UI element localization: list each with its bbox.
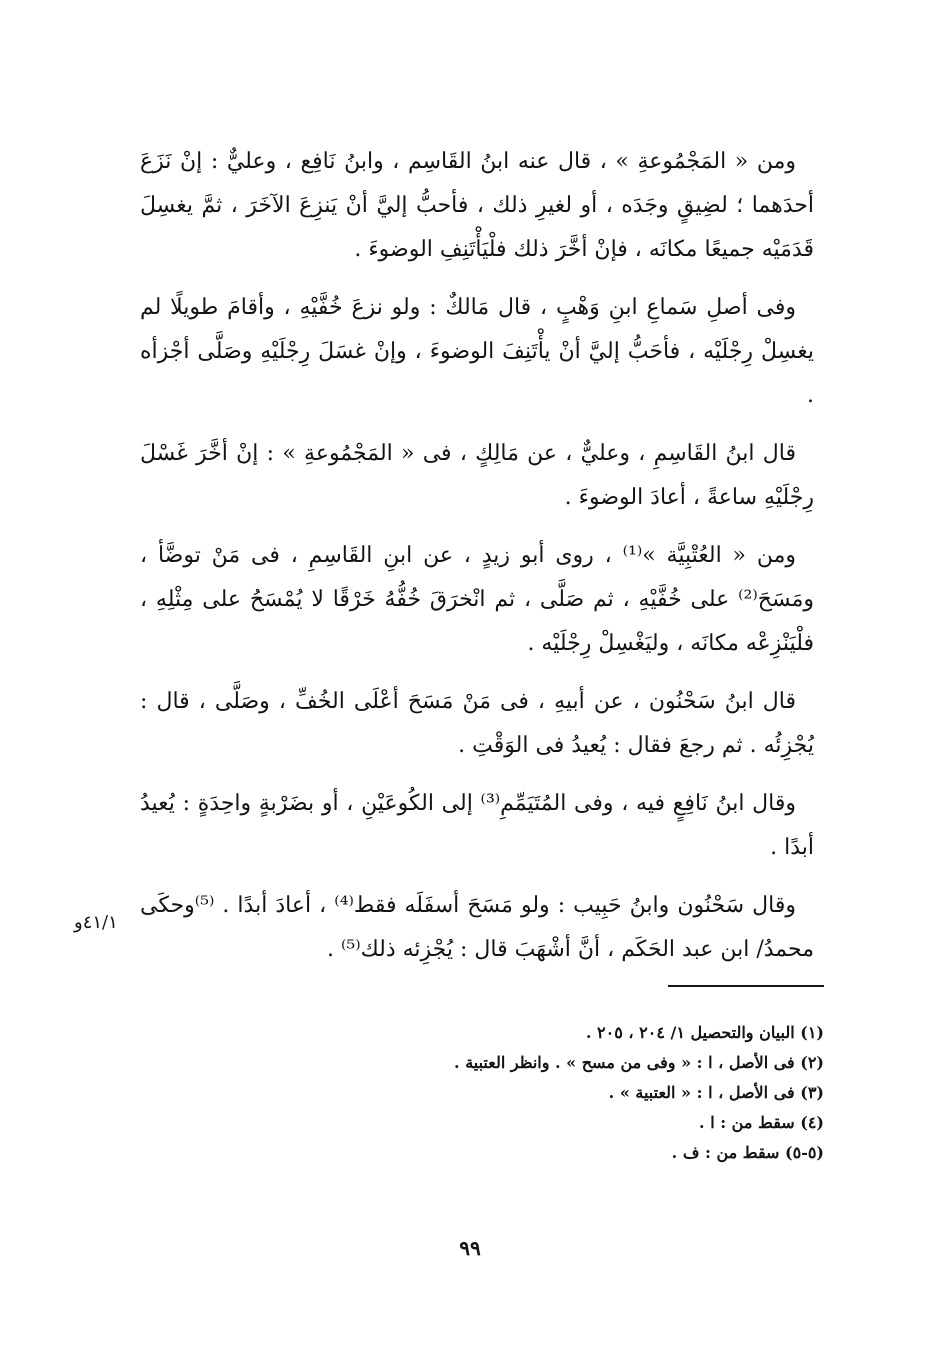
paragraph-5: قال ابنُ سَحْنُون ، عن أبيهِ ، فى مَنْ مَسَحَ أعْلَى الخُفِّ ، وصَلَّى ، قال : يُجْزِئُه . ثم رجعَ فقال : يُعيدُ فى الوَقْتِ . <box>140 689 814 758</box>
footnote-4: (٤) سقط من : ا . <box>699 1113 824 1132</box>
footnote-5: (٥-٥) سقط من : ف . <box>671 1143 824 1162</box>
paragraph-7: وقال سَحْنُون وابنُ حَبِيب : ولو مَسَحَ أسفَلَه فقط⁽⁴⁾ ، أعادَ أبدًا . ⁽⁵⁾وحكَى محمدُ/ ابن عبد الحَكَم ، أنَّ أشْهَبَ قال : يُجْزِئه ذلك⁽⁵⁾ . <box>140 893 814 962</box>
footnote-2: (٢) فى الأصل ، ا : « وفى من مسح » . وانظر العتبية . <box>454 1053 824 1072</box>
paragraph-4: ومن « العُتْبِيَّة »⁽¹⁾ ، روى أبو زيدٍ ، عن ابنِ القَاسِمِ ، فى مَنْ توضَّأ ، ومَسَحَ⁽²⁾ على خُفَّيْهِ ، ثم صَلَّى ، ثم انْخرَقَ خُفُّهُ خَرْقًا لا يُمْسَحُ على مِثْلِهِ ، فلْيَنْزِعْه مكانَه ، وليَغْسِلْ رِجْلَيْه . <box>140 543 814 656</box>
paragraph-6: وقال ابنُ نَافِعٍ فيه ، وفى المُتَيَمِّمِ⁽³⁾ إلى الكُوعَيْنِ ، أو بضَرْبةٍ واحِدَةٍ : يُعيدُ أبدًا . <box>140 791 814 860</box>
footnote-divider <box>668 985 824 987</box>
paragraph-3: قال ابنُ القَاسِمِ ، وعليٌّ ، عن مَالِكٍ ، فى « المَجْمُوعةِ » : إنْ أخَّرَ غَسْلَ رِجْلَيْهِ ساعةً ، أعادَ الوضوءَ . <box>140 441 814 510</box>
footnotes <box>380 1018 824 1168</box>
paragraph-2: وفى أصلِ سَماعِ ابنِ وَهْبٍ ، قال مَالكٌ : ولو نزعَ خُفَّيْهِ ، وأقامَ طويلًا لم يغسِلْ رِجْلَيْه ، فأحَبُّ إليَّ أنْ يأْتَنِفَ الوضوءَ ، وإنْ غسَلَ رِجْلَيْهِ وصَلَّى أجْزأه . <box>140 295 814 408</box>
footnote-1: (١) البيان والتحصيل ١/ ٢٠٤ ، ٢٠٥ . <box>585 1023 824 1042</box>
page-number: ٩٩ <box>459 1236 481 1260</box>
main-text <box>140 140 814 986</box>
manuscript-folio-note: ٤١/١و <box>74 912 118 933</box>
footnote-3: (٣) فى الأصل ، ا : « العتبية » . <box>608 1083 824 1102</box>
paragraph-1: ومن « المَجْمُوعةِ » ، قال عنه ابنُ القَاسِم ، وابنُ نَافِع ، وعليٌّ : إنْ نَزَعَ أحدَهما ؛ لضِيقٍ وجَدَه ، أو لغيرِ ذلك ، فأحبُّ إليَّ أنْ يَنزِعَ الآخَرَ ، ثمَّ يغسِلَ قَدَمَيْه جميعًا مكانَه ، فإنْ أخَّرَ ذلك فلْيَأْتَنِفِ الوضوءَ . <box>140 149 814 262</box>
